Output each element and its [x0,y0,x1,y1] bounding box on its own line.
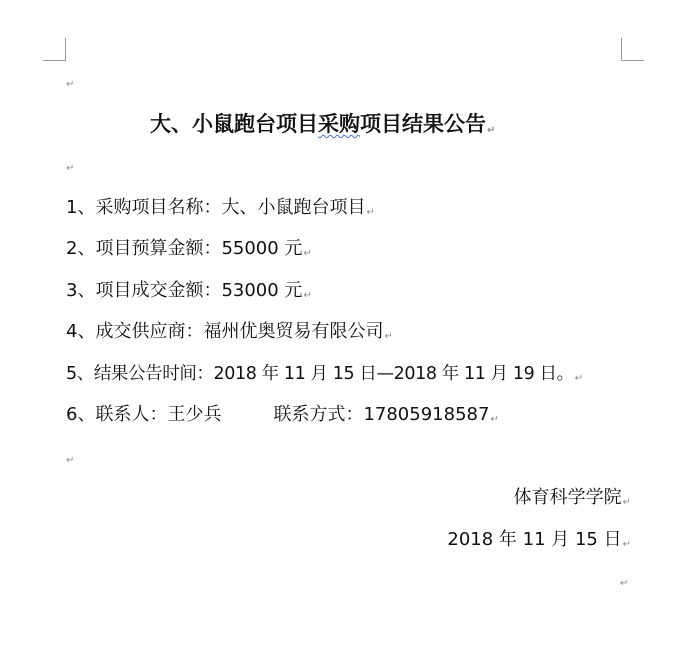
item-announcement-time[interactable]: 5、结果公告时间：2018 年 11 月 15 日—2018 年 11 月 19 日。↵ [66,364,583,384]
signature-org[interactable]: 体育科学学院↵ [513,487,631,508]
paragraph-mark-icon: ↵ [303,248,312,259]
paragraph-mark-icon: ↵ [366,207,375,218]
crop-mark-top-left [43,38,66,61]
title-spellcheck-word: 采购 [318,112,360,136]
title-prefix: 大、小鼠跑台项目 [150,112,318,136]
paragraph-mark-icon: ↵ [66,455,75,466]
signature-date[interactable]: 2018 年 11 月 15 日↵ [447,529,631,550]
paragraph-mark-icon: ↵ [490,414,499,425]
paragraph-mark-icon: ↵ [622,539,631,550]
paragraph-mark-icon: ↵ [620,578,629,589]
item-contact[interactable] [66,404,499,431]
item-budget[interactable]: 2、项目预算金额：55000 元↵ [66,238,312,259]
paragraph-mark-icon: ↵ [66,163,75,174]
paragraph-mark-icon: ↵ [622,497,631,508]
title-suffix: 项目结果公告 [360,112,486,136]
paragraph-mark-icon: ↵ [574,373,583,384]
item-project-name[interactable]: 1、采购项目名称：大、小鼠跑台项目↵ [66,197,375,218]
paragraph-mark-icon: ↵ [303,290,312,301]
contact-person: 6、联系人：王少兵 [66,404,222,425]
page-title[interactable] [150,111,495,144]
paragraph-mark-icon: ↵ [487,125,496,136]
paragraph-mark-icon: ↵ [66,79,75,90]
paragraph-mark-icon: ↵ [384,331,393,342]
item-deal-amount[interactable]: 3、项目成交金额：53000 元↵ [66,280,312,301]
item-supplier[interactable]: 4、成交供应商：福州优奥贸易有限公司↵ [66,321,393,342]
contact-method: 联系方式：17805918587 [273,404,490,425]
crop-mark-top-right [621,38,644,61]
